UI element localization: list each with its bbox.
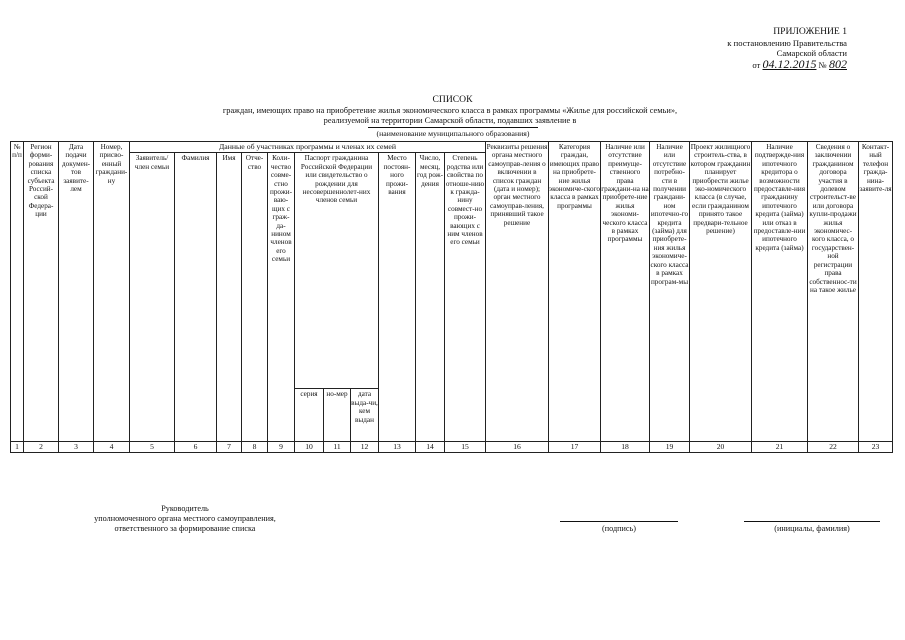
column-number: 15 — [445, 442, 486, 453]
appendix-line-1: к постановлению Правительства — [727, 37, 847, 48]
participants-group-header: Данные об участниках программы и членах их семей — [130, 142, 486, 153]
subtitle-line-2: реализуемой на территории Самарской области, подавших заявление в — [323, 116, 577, 125]
column-number: 7 — [217, 442, 242, 453]
col-applicant-header: Заявитель/ член семьи — [130, 153, 175, 442]
appendix-date: 04.12.2015 — [762, 56, 817, 71]
col-residence-header: Место постоян-ного прожи-вания — [379, 153, 416, 442]
col-patronymic-header: Отче-ство — [242, 153, 268, 442]
initials-line — [744, 521, 880, 522]
appendix-date-line — [727, 56, 847, 71]
column-number: 22 — [808, 442, 859, 453]
signature-line — [560, 521, 678, 522]
municipality-line — [368, 127, 538, 128]
column-number: 8 — [242, 442, 268, 453]
col-series-header: серия — [295, 389, 324, 442]
column-number: 3 — [59, 442, 94, 453]
column-number: 2 — [24, 442, 59, 453]
col-kinship-header: Степень родства или свойства по отноше-нию к гражда-нину совмест-но прожи-вающих с ним членов его семьи — [445, 153, 486, 442]
column-numbers-row — [11, 442, 893, 453]
column-number: 23 — [859, 442, 893, 453]
col-project-header: Проект жилищного строитель-ства, в котором гражданин планирует приобрести жилье эко-номического класса (в случае, если гражданином принято такое предвари-тельное решение) — [690, 142, 752, 442]
col-birthdate-header: Число, месяц, год рож-дения — [416, 153, 445, 442]
appendix-block — [727, 27, 847, 70]
column-number: 1 — [11, 442, 24, 453]
col-category-header: Категория граждан, имеющих право на приобрете-ние жилья экономиче-ского класса в рамках программы — [549, 142, 601, 442]
col-region-header: Регион форми-рования списка субъекта Россий-ской Федера-ции — [24, 142, 59, 442]
column-number: 12 — [351, 442, 379, 453]
col-assigned-number-header: Номер, присво-енный граждани-ну — [94, 142, 130, 442]
col-decision-header: Реквизиты решения органа местного самоуправ-ления о включении в список граждан (дата и номер); орган местного самоуправ-ления, принявший такое решение — [486, 142, 549, 442]
head-line-2: уполномоченного органа местного самоуправления, — [94, 514, 276, 523]
appendix-number-label: № — [818, 59, 827, 70]
col-number-header: № п/п — [11, 142, 24, 442]
column-number: 5 — [130, 442, 175, 453]
column-number: 13 — [379, 442, 416, 453]
col-name-header: Имя — [217, 153, 242, 442]
appendix-from-label: от — [752, 59, 761, 70]
column-number: 18 — [601, 442, 650, 453]
column-number: 6 — [175, 442, 217, 453]
document-subtitle — [120, 106, 780, 126]
column-number: 14 — [416, 442, 445, 453]
col-contract-info-header: Сведения о заключении гражданином договора участия в долевом строительст-ве или договора купли-продажи жилья экономичес-кого класса, о государствен-ной регистрации права собственнос-ти на такое жилье — [808, 142, 859, 442]
municipality-caption: (наименование муниципального образования) — [376, 129, 530, 138]
col-phone-header: Контакт-ный телефон гражда-нина-заявите-ля — [859, 142, 893, 442]
col-date-header: Дата подачи докумен-тов заявите-лем — [59, 142, 94, 442]
col-surname-header: Фамилия — [175, 153, 217, 442]
appendix-line-2: Самарской области — [776, 48, 847, 59]
citizens-list-table — [10, 141, 893, 453]
column-number: 19 — [650, 442, 690, 453]
appendix-number: 802 — [829, 56, 847, 71]
column-number: 16 — [486, 442, 549, 453]
col-doc-number-header: но-мер — [324, 389, 351, 442]
head-line-1: Руководитель — [161, 504, 209, 513]
col-mortgage-need-header: Наличие или отсутствие потребно-сти в получении граждани-ном ипотечно-го кредита (займа) для приобрете-ния жилья экономиче-ского класса в рамках програм-мы — [650, 142, 690, 442]
col-issue-date-header: дата выда-чи, кем выдан — [351, 389, 379, 442]
column-number: 10 — [295, 442, 324, 453]
signature-caption: (подпись) — [602, 524, 636, 533]
column-number: 17 — [549, 442, 601, 453]
initials-caption: (инициалы, фамилия) — [774, 524, 850, 533]
passport-group-header: Паспорт гражданина Российской Федерации или свидетельство о рождении для несовершеннолет-них членов семьи — [295, 153, 379, 389]
column-number: 9 — [268, 442, 295, 453]
column-number: 21 — [752, 442, 808, 453]
col-family-count-header: Коли-чество совме-стно прожи-ваю-щих с граж-да-нином членов его семьи — [268, 153, 295, 442]
subtitle-line-1: граждан, имеющих право на приобретение жилья экономического класса в рамках программы «Жилье для российской семьи», — [222, 106, 678, 115]
head-line-3: ответственного за формирование списка — [114, 524, 256, 533]
column-number: 11 — [324, 442, 351, 453]
column-number: 20 — [690, 442, 752, 453]
column-number: 4 — [94, 442, 130, 453]
responsible-head-block — [60, 504, 310, 534]
col-priority-right-header: Наличие или отсутствие преимуще-ственного права граждани-на на приобрете-ние жилья экономи-ческого класса в рамках программы — [601, 142, 650, 442]
col-mortgage-confirmation-header: Наличие подтвержде-ния ипотечного кредитора о возможности предоставле-ния гражданину ипотечного кредита (займа) или отказ в предоставле-нии ипотечного кредита (займа) — [752, 142, 808, 442]
appendix-title: ПРИЛОЖЕНИЕ 1 — [773, 26, 847, 37]
document-title: СПИСОК — [432, 94, 473, 105]
